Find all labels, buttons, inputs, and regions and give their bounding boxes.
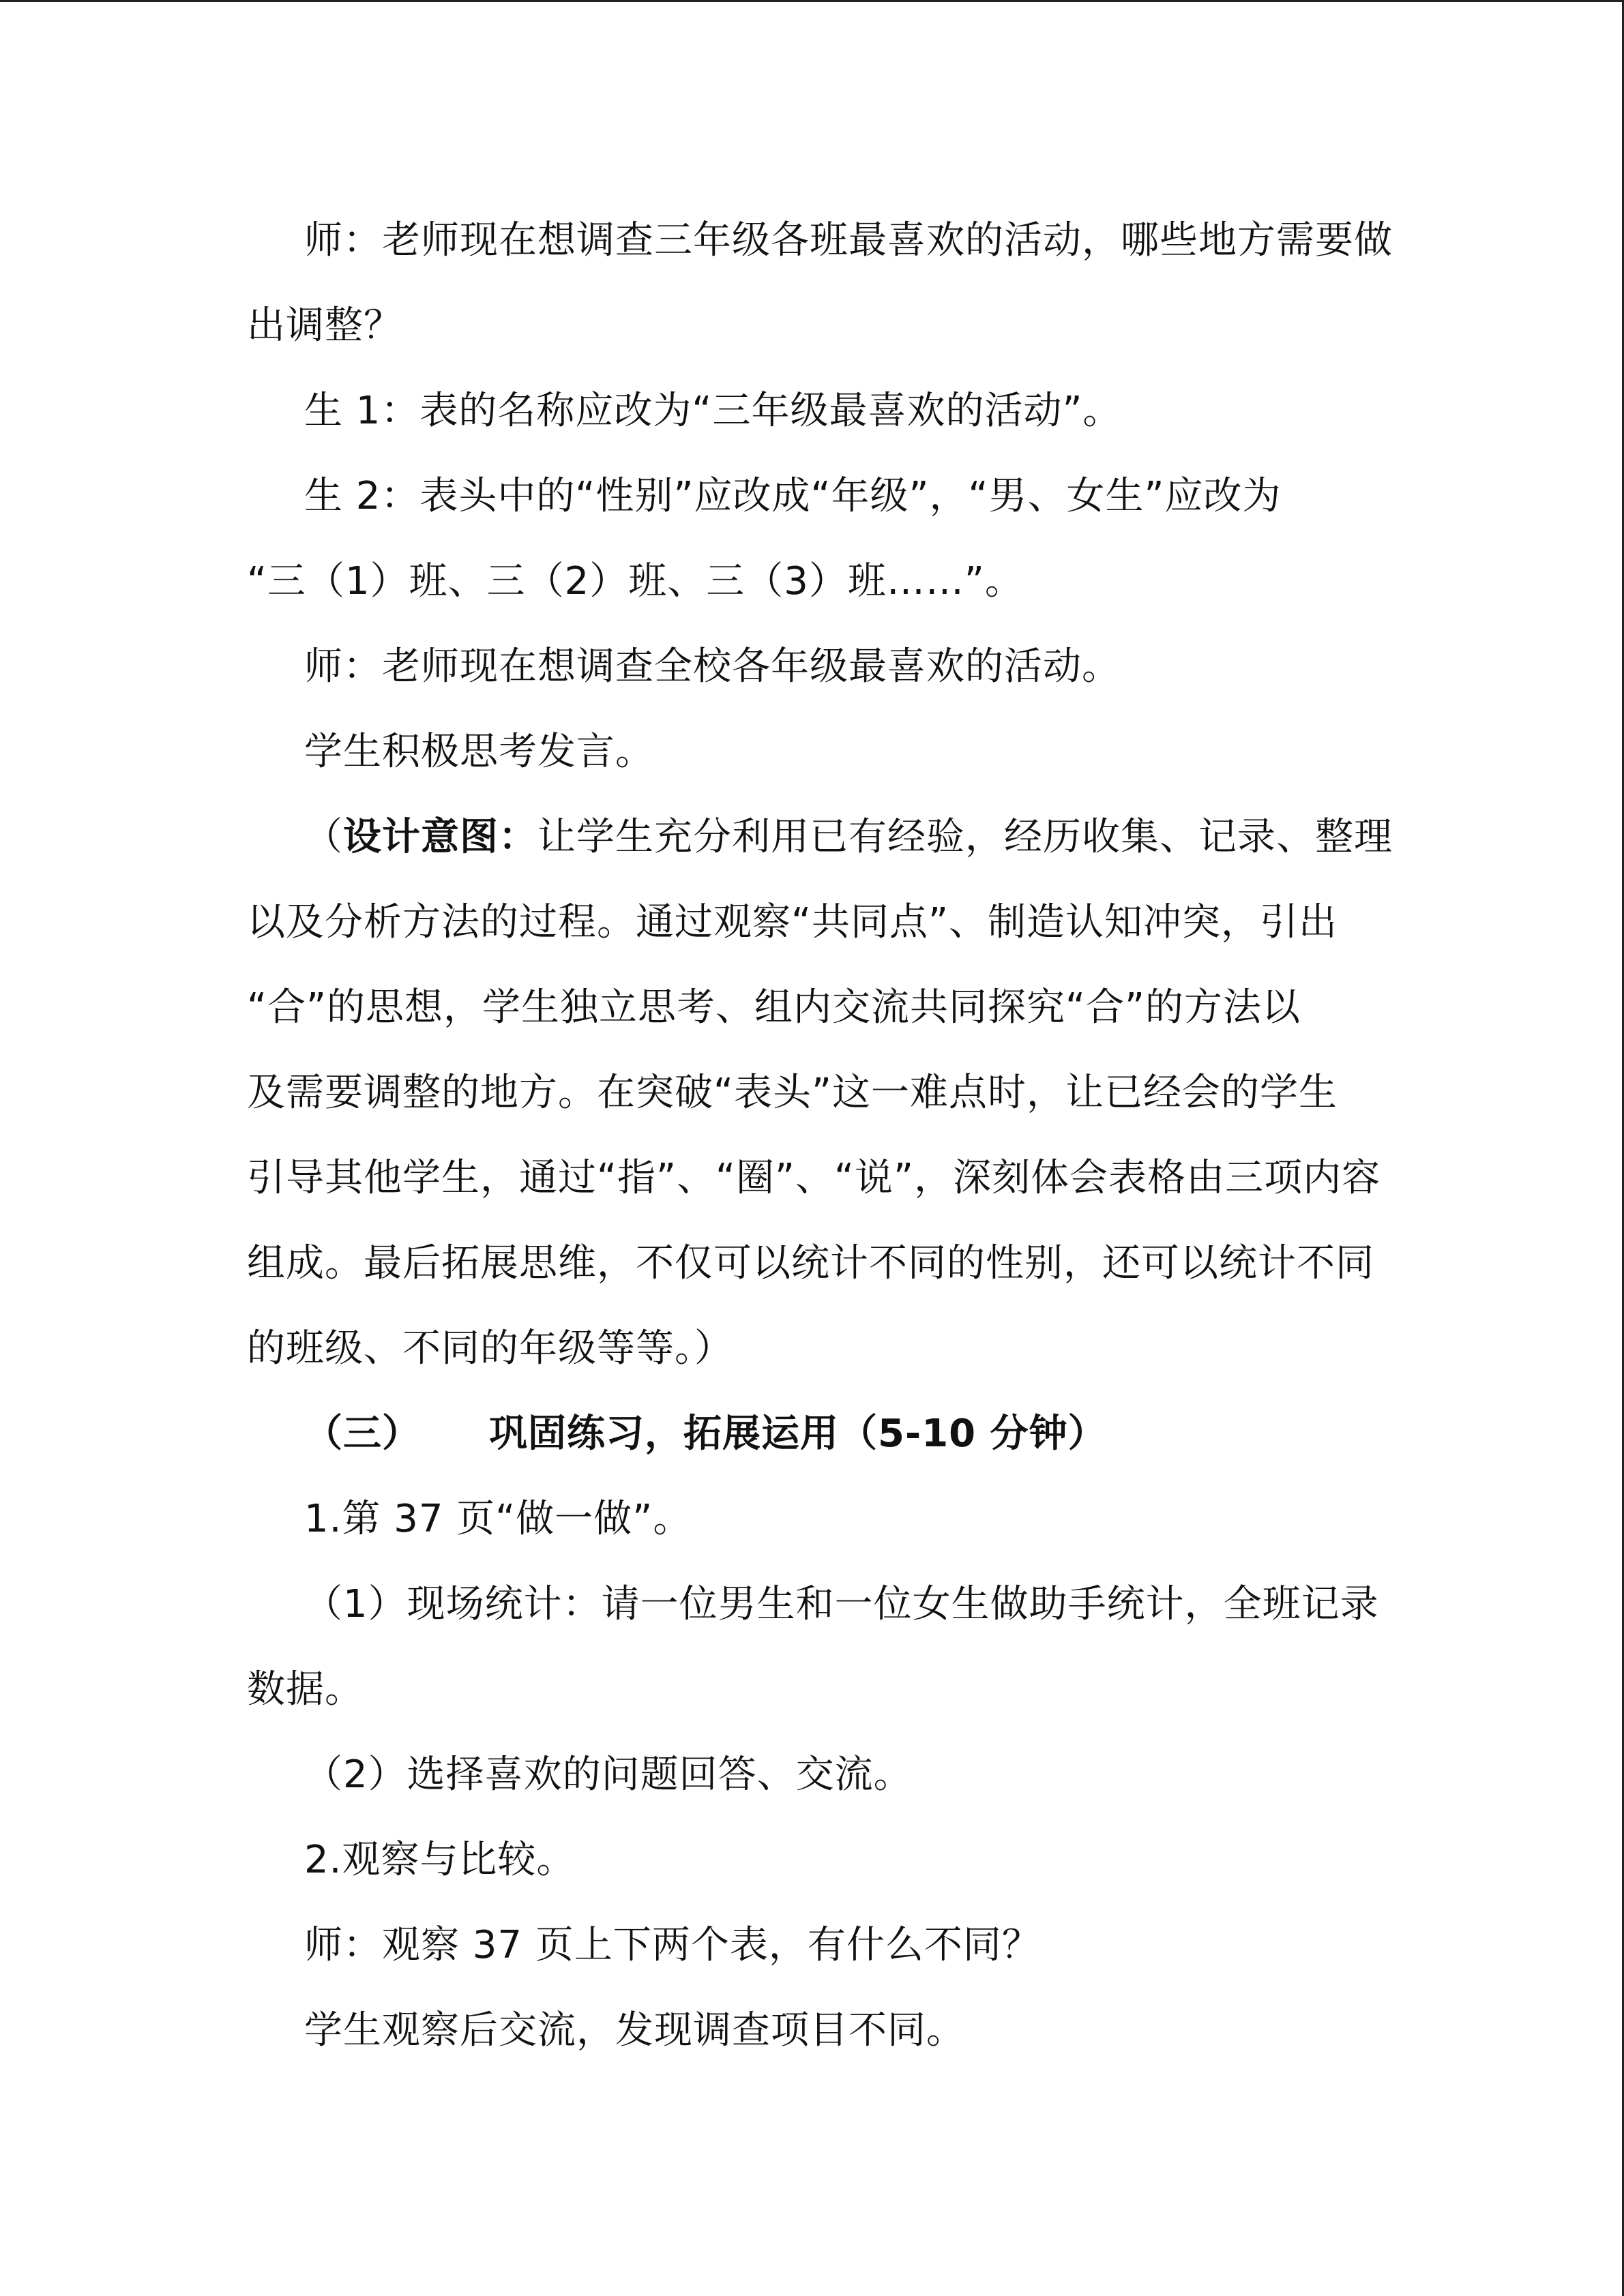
practice-line: 学生观察后交流，发现调查项目不同。 — [304, 2008, 965, 2053]
design-intent-open-paren: （ — [304, 815, 343, 859]
design-intent-line: 组成。最后拓展思维，不仅可以统计不同的性别，还可以统计不同 — [247, 1241, 1374, 1285]
practice-line: 2.观察与比较。 — [304, 1838, 576, 1882]
practice-line: （2）选择喜欢的问题回答、交流。 — [304, 1753, 913, 1797]
page-top-border — [0, 0, 1624, 2]
section-heading — [304, 1410, 1107, 1458]
design-intent-label: 设计意图： — [343, 815, 537, 859]
section-title: 巩固练习，拓展运用（5-10 分钟） — [489, 1412, 1107, 1456]
paragraph-line: 生 1：表的名称应改为“三年级最喜欢的活动”。 — [304, 389, 1122, 433]
design-intent-first-line — [304, 814, 1393, 861]
design-intent-line: 及需要调整的地方。在突破“表头”这一难点时，让已经会的学生 — [247, 1071, 1338, 1115]
paragraph-line: 师：老师现在想调查三年级各班最喜欢的活动，哪些地方需要做 — [304, 218, 1393, 263]
paragraph-line: 师：老师现在想调查全校各年级最喜欢的活动。 — [304, 644, 1121, 689]
paragraph-line: 出调整？ — [247, 303, 402, 348]
practice-line: 师：观察 37 页上下两个表，有什么不同？ — [304, 1923, 1041, 1967]
design-intent-line: 引导其他学生，通过“指”、“圈”、“说”，深刻体会表格由三项内容 — [247, 1156, 1381, 1200]
design-intent-line: 的班级、不同的年级等等。） — [247, 1326, 733, 1371]
design-intent-text: 让学生充分利用已有经验，经历收集、记录、整理 — [537, 815, 1393, 859]
practice-line: 1.第 37 页“做一做”。 — [304, 1497, 692, 1541]
practice-line: 数据。 — [247, 1667, 364, 1712]
paragraph-line: “三（1）班、三（2）班、三（3）班……”。 — [247, 559, 1024, 603]
design-intent-line: “合”的思想，学生独立思考、组内交流共同探究“合”的方法以 — [247, 985, 1301, 1030]
paragraph-line: 学生积极思考发言。 — [304, 730, 654, 774]
section-number: （三） — [304, 1412, 421, 1456]
design-intent-line: 以及分析方法的过程。通过观察“共同点”、制造认知冲突，引出 — [247, 900, 1338, 944]
practice-line: （1）现场统计：请一位男生和一位女生做助手统计，全班记录 — [304, 1582, 1379, 1626]
paragraph-line: 生 2：表头中的“性别”应改成“年级”，“男、女生”应改为 — [304, 474, 1282, 518]
